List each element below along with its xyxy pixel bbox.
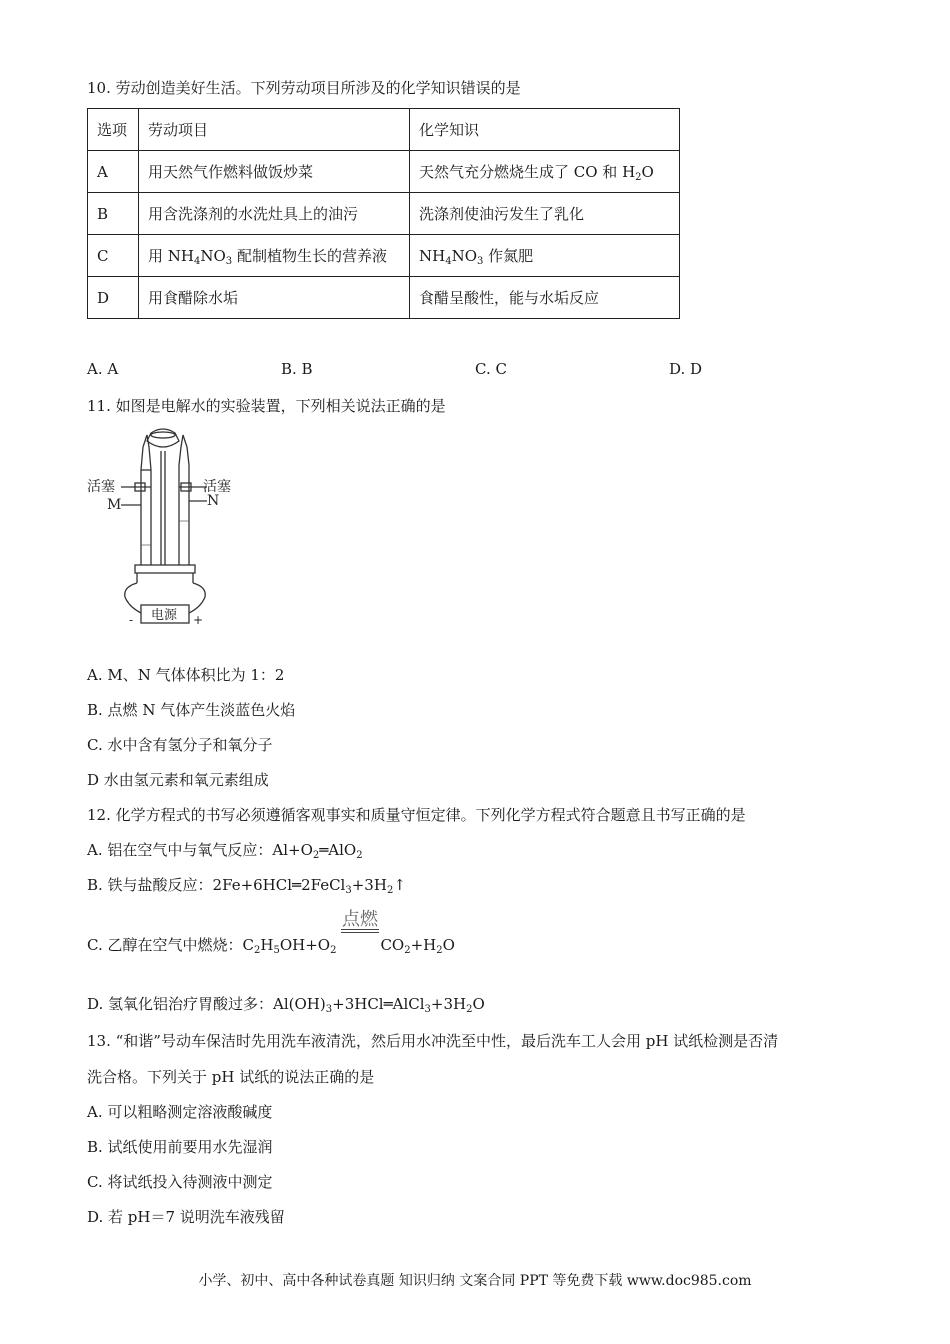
q13-choice-a: A. 可以粗略测定溶液酸碱度 — [87, 1103, 273, 1121]
q10-choice-d: D. D — [669, 360, 703, 378]
reaction-condition: 点燃 — [342, 909, 378, 930]
q10-choice-a: A. A — [87, 360, 119, 378]
row-item: 用 $NH_4NO_3$ 配制植物生长的营养液 — [139, 235, 410, 277]
header-labor-item: 劳动项目 — [139, 109, 410, 151]
q13-stem-line1: 13. “和谐”号动车保洁时先用洗车液清洗，然后用水冲洗至中性，最后洗车工人会用 pH 试纸检测是否清 — [87, 1032, 779, 1050]
reservoir-top — [151, 432, 175, 438]
q12-choice-d: D. 氢氧化铝治疗胃酸过多：$Al(OH)_3+3HCl═AlCl_3+3H_2O$ — [87, 995, 485, 1015]
q12-choice-b: B. 铁与盐酸反应：$2Fe+6HCl═2FeCl_3+3H_2↑$ — [87, 876, 406, 896]
q10-table — [87, 108, 680, 319]
q11-stem: 11. 如图是电解水的实验装置，下列相关说法正确的是 — [87, 397, 446, 415]
q13-choice-d: D. 若 pH＝7 说明洗车液残留 — [87, 1208, 285, 1226]
q11-choice-d: D 水由氢元素和氧元素组成 — [87, 771, 269, 789]
row-option: D — [88, 277, 139, 319]
q10-stem: 10. 劳动创造美好生活。下列劳动项目所涉及的化学知识错误的是 — [87, 79, 521, 97]
row-knowledge: 洗涤剂使油污发生了乳化 — [410, 193, 680, 235]
page-footer: 小学、初中、高中各种试卷真题 知识归纳 文案合同 PPT 等免费下载 www.doc985.com — [198, 1273, 752, 1289]
q13-choice-c: C. 将试纸投入待测液中测定 — [87, 1173, 273, 1191]
q13-stem-line2: 洗合格。下列关于 pH 试纸的说法正确的是 — [87, 1068, 375, 1086]
row-item: 用天然气作燃料做饭炒菜 — [139, 151, 410, 193]
q11-choice-c: C. 水中含有氢分子和氧分子 — [87, 736, 273, 754]
q10-choice-c: C. C — [475, 360, 507, 378]
power-label: 电源 — [151, 608, 178, 623]
q11-choice-a: A. M、N 气体体积比为 1：2 — [87, 666, 285, 684]
stopcock-right-label: 活塞 — [203, 479, 231, 495]
row-item: 用食醋除水垢 — [139, 277, 410, 319]
table-row — [88, 151, 680, 193]
tube-n-label: N — [207, 493, 220, 509]
q12-choice-a: A. 铝在空气中与氧气反应：$Al+O_2═AlO_2$ — [87, 841, 363, 861]
table-header-row — [88, 109, 680, 151]
electrolysis-apparatus-diagram — [85, 425, 245, 630]
q12-stem: 12. 化学方程式的书写必须遵循客观事实和质量守恒定律。下列化学方程式符合题意且书写正确的是 — [87, 806, 746, 824]
table-row — [88, 235, 680, 277]
q13-choice-b: B. 试纸使用前要用水先湿润 — [87, 1138, 273, 1156]
q11-choice-b: B. 点燃 N 气体产生淡蓝色火焰 — [87, 701, 296, 719]
row-knowledge: 天然气充分燃烧生成了 CO 和 $H_2O$ — [410, 151, 680, 193]
row-knowledge: $NH_4NO_3$ 作氮肥 — [410, 235, 680, 277]
tube-m-label: M — [107, 497, 122, 513]
row-option: B — [88, 193, 139, 235]
q12-choice-c: C. 乙醇在空气中燃烧：$C_2H_5OH+O_2$ $CO_2+H_2O$ — [87, 936, 455, 956]
table-row — [88, 193, 680, 235]
row-option: C — [88, 235, 139, 277]
q10-choice-b: B. B — [281, 360, 313, 378]
plus-label: + — [193, 613, 204, 627]
table-row — [88, 277, 680, 319]
equation-line — [341, 929, 379, 930]
minus-label: - — [129, 613, 134, 627]
row-knowledge: 食醋呈酸性，能与水垢反应 — [410, 277, 680, 319]
header-option: 选项 — [88, 109, 139, 151]
row-item: 用含洗涤剂的水洗灶具上的油污 — [139, 193, 410, 235]
stopcock-left-label: 活塞 — [87, 479, 115, 495]
row-option: A — [88, 151, 139, 193]
equation-line — [341, 932, 379, 933]
header-chem-knowledge: 化学知识 — [410, 109, 680, 151]
